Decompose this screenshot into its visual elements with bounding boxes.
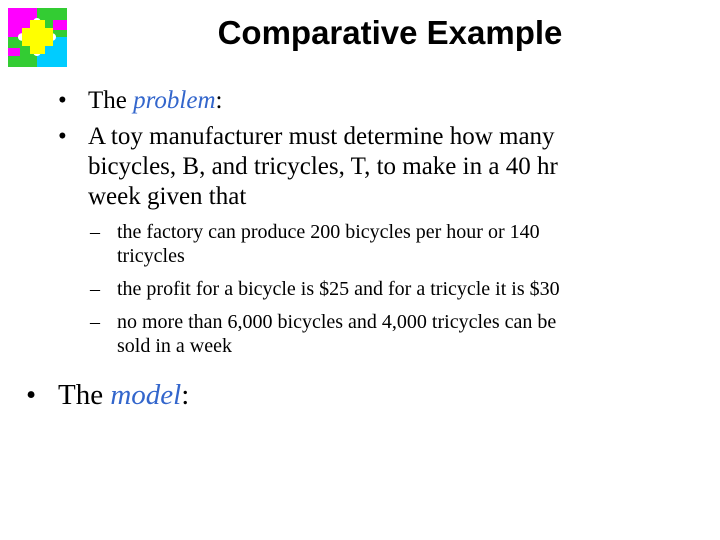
sub-bullet-line: tricycles [117, 245, 185, 267]
sub-bullet-production [90, 220, 690, 268]
sub-bullet-profit-text [117, 277, 560, 301]
bullet-marker: • [26, 379, 37, 411]
sub-bullet-line: no more than 6,000 bicycles and 4,000 tricycles can be [117, 311, 557, 333]
dash-marker: – [90, 278, 100, 300]
bullet-description [58, 122, 678, 214]
puzzle-logo-icon [8, 8, 67, 67]
problem-emphasis: problem [133, 87, 216, 114]
bullet-problem-prefix: The [88, 87, 134, 114]
sub-bullet-production-text [117, 220, 540, 268]
bullet-model-text [58, 378, 189, 412]
bullet-marker: • [58, 87, 67, 114]
bullet-description-line: week given that [88, 183, 247, 210]
sub-bullet-sales-limit [90, 310, 690, 358]
bullet-description-text [88, 122, 558, 212]
bullet-description-line: bicycles, B, and tricycles, T, to make in a 40 hr [88, 153, 558, 180]
bullet-problem [58, 86, 678, 116]
slide-title: Comparative Example [217, 14, 563, 51]
sub-bullet-line: sold in a week [117, 335, 232, 357]
sub-bullet-sales-limit-text [117, 310, 556, 358]
bullet-problem-text [88, 86, 222, 116]
dash-marker: – [90, 221, 100, 243]
sub-bullet-line: the profit for a bicycle is $25 and for a tricycle it is $30 [117, 278, 560, 300]
bullet-marker: • [58, 123, 67, 150]
model-emphasis: model [110, 379, 182, 411]
sub-bullet-line: the factory can produce 200 bicycles per hour or 140 [117, 221, 540, 243]
dash-marker: – [90, 311, 100, 333]
bullet-model [26, 378, 626, 412]
bullet-description-line: A toy manufacturer must determine how many [88, 123, 555, 150]
bullet-model-prefix: The [58, 379, 111, 411]
bullet-problem-suffix: : [215, 87, 223, 114]
bullet-model-suffix: : [181, 379, 190, 411]
sub-bullet-profit [90, 277, 690, 301]
